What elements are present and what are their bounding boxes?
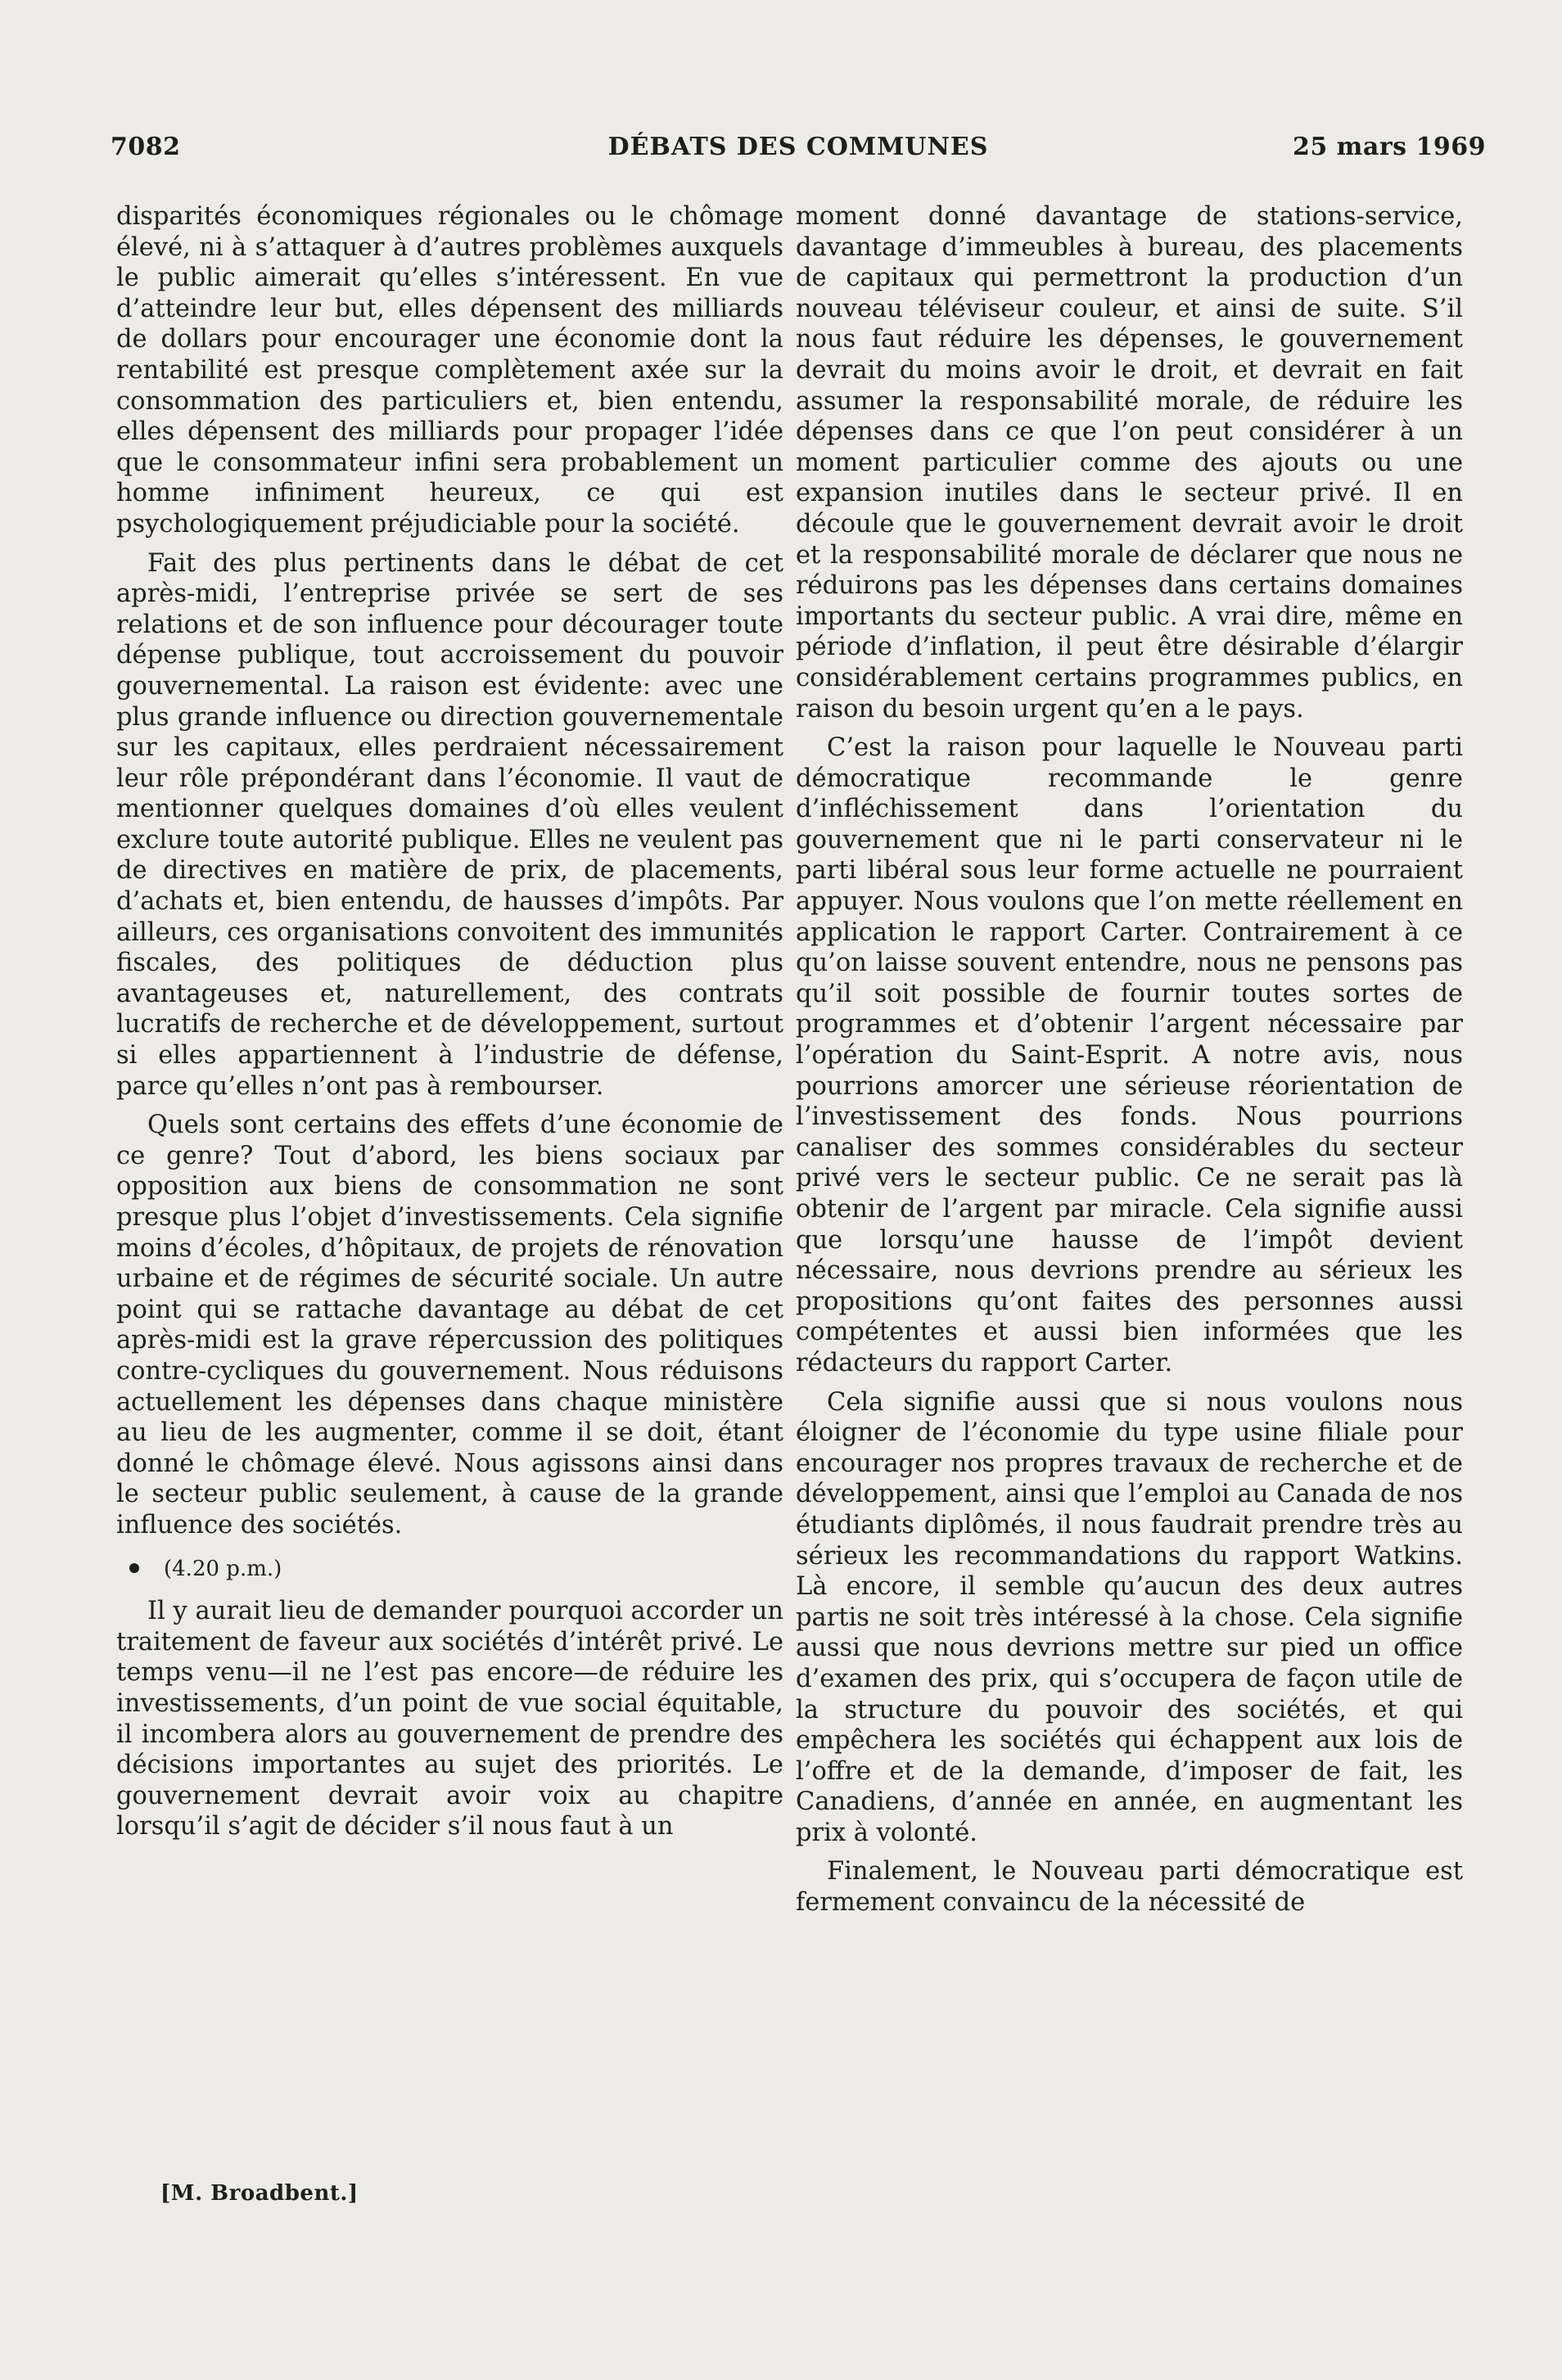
running-title: DÉBATS DES COMMUNES (607, 133, 989, 161)
header-date: 25 mars 1969 (1292, 133, 1486, 161)
page-header (111, 133, 1486, 172)
paragraph: moment donné davantage de stations-service, davantage d’immeubles à bureau, des placements de capitaux qui permettront la production d’un nouveau téléviseur couleur, et ainsi de suite. S’il nous faut réduire les dépenses, le gouvernement devrait du moins avoir le droit, et devrait en fait assumer la responsabilité morale, de réduire les dépenses dans ce que l’on peut considérer à un moment particulier comme des ajouts ou une expansion inutiles dans le secteur privé. Il en découle que le gouvernement devrait avoir le droit et la responsabilité morale de déclarer que nous ne réduirons pas les dépenses dans certains domaines importants du secteur public. A vrai dire, même en période d’inflation, il peut être désirable d’élargir considérablement certains programmes publics, en raison du besoin urgent qu’en a le pays. (796, 202, 1463, 723)
bullet-icon (129, 1563, 139, 1573)
paragraph: Fait des plus pertinents dans le débat de cet après-midi, l’entreprise privée se sert de ses relations et de son influence pour décourager toute dépense publique, tout accroissement du pouvoir gouvernemental. La raison est évidente: avec une plus grande influence ou direction gouvernementale sur les capitaux, elles perdraient nécessairement leur rôle prépondérant dans l’économie. Il vaut de mentionner quelques domaines d’où elles veulent exclure toute autorité publique. Elles ne veulent pas de directives en matière de prix, de placements, d’achats et, bien entendu, de hausses d’impôts. Par ailleurs, ces organisations convoitent des immunités fiscales, des politiques de déduction plus avantageuses et, naturellement, des contrats lucratifs de recherche et de développement, surtout si elles appartiennent à l’industrie de défense, parce qu’elles n’ont pas à rembourser. (116, 548, 783, 1101)
time-marker (116, 1554, 783, 1585)
paragraph: Il y aurait lieu de demander pourquoi accorder un traitement de faveur aux sociétés d’intérêt privé. Le temps venu—il ne l’est pas encore—de réduire les investissements, d’un point de vue social équitable, il incombera alors au gouvernement de prendre des décisions importantes au sujet des priorités. Le gouvernement devrait avoir voix au chapitre lorsqu’il s’agit de décider s’il nous faut à un (116, 1597, 783, 1841)
time-label: (4.20 p.m.) (164, 1556, 282, 1581)
left-column (116, 201, 783, 1850)
paragraph: Cela signifie aussi que si nous voulons nous éloigner de l’économie du type usine filiale pour encourager nos propres travaux de recherche et de développement, ainsi que l’emploi au Canada de nos étudiants diplômés, il nous faudrait prendre très au sérieux les recommandations du rapport Watkins. Là encore, il semble qu’aucun des deux autres partis ne soit très intéressé à la chose. Cela signifie aussi que nous devrions mettre sur pied un office d’examen des prix, qui s’occupera de façon utile de la structure du pouvoir des sociétés, et qui empêchera les sociétés qui échappent aux lois de l’offre et de la demande, d’imposer de fait, les Canadiens, d’année en année, en augmentant les prix à volonté. (796, 1387, 1463, 1847)
paragraph: disparités économiques régionales ou le chômage élevé, ni à s’attaquer à d’autres problèmes auxquels le public aimerait qu’elles s’intéressent. En vue d’atteindre leur but, elles dépensent des milliards de dollars pour encourager une économie dont la rentabilité est presque complètement axée sur la consommation des particuliers et, bien entendu, elles dépensent des milliards pour propager l’idée que le consommateur infini sera probablement un homme infiniment heureux, ce qui est psychologiquement préjudiciable pour la société. (116, 202, 783, 539)
page-number: 7082 (111, 133, 181, 161)
paragraph: C’est la raison pour laquelle le Nouveau parti démocratique recommande le genre d’infléchissement dans l’orientation du gouvernement que ni le parti conservateur ni le parti libéral sous leur forme actuelle ne pourraient appuyer. Nous voulons que l’on mette réellement en application le rapport Carter. Contrairement à ce qu’on laisse souvent entendre, nous ne pensons pas qu’il soit possible de fournir toutes sortes de programmes et d’obtenir l’argent nécessaire par l’opération du Saint-Esprit. A notre avis, nous pourrions amorcer une sérieuse réorientation de l’investissement des fonds. Nous pourrions canaliser des sommes considérables du secteur privé vers le secteur public. Ce ne serait pas là obtenir de l’argent par miracle. Cela signifie aussi que lorsqu’une hausse de l’impôt devient nécessaire, nous devrions prendre au sérieux les propositions qu’ont faites des personnes aussi compétentes et aussi bien informées que les rédacteurs du rapport Carter. (796, 733, 1463, 1377)
right-column (796, 201, 1463, 1927)
paragraph: Quels sont certains des effets d’une économie de ce genre? Tout d’abord, les biens sociaux par opposition aux biens de consommation ne sont presque plus l’objet d’investissements. Cela signifie moins d’écoles, d’hôpitaux, de projets de rénovation urbaine et de régimes de sécurité sociale. Un autre point qui se rattache davantage au débat de cet après-midi est la grave répercussion des politiques contre-cycliques du gouvernement. Nous réduisons actuellement les dépenses dans chaque ministère au lieu de les augmenter, comme il se doit, étant donné le chômage élevé. Nous agissons ainsi dans le secteur public seulement, à cause de la grande influence des sociétés. (116, 1111, 783, 1539)
speaker-attribution: [M. Broadbent.] (160, 2181, 359, 2206)
paragraph: Finalement, le Nouveau parti démocratique est fermement convaincu de la nécessité de (796, 1857, 1463, 1918)
